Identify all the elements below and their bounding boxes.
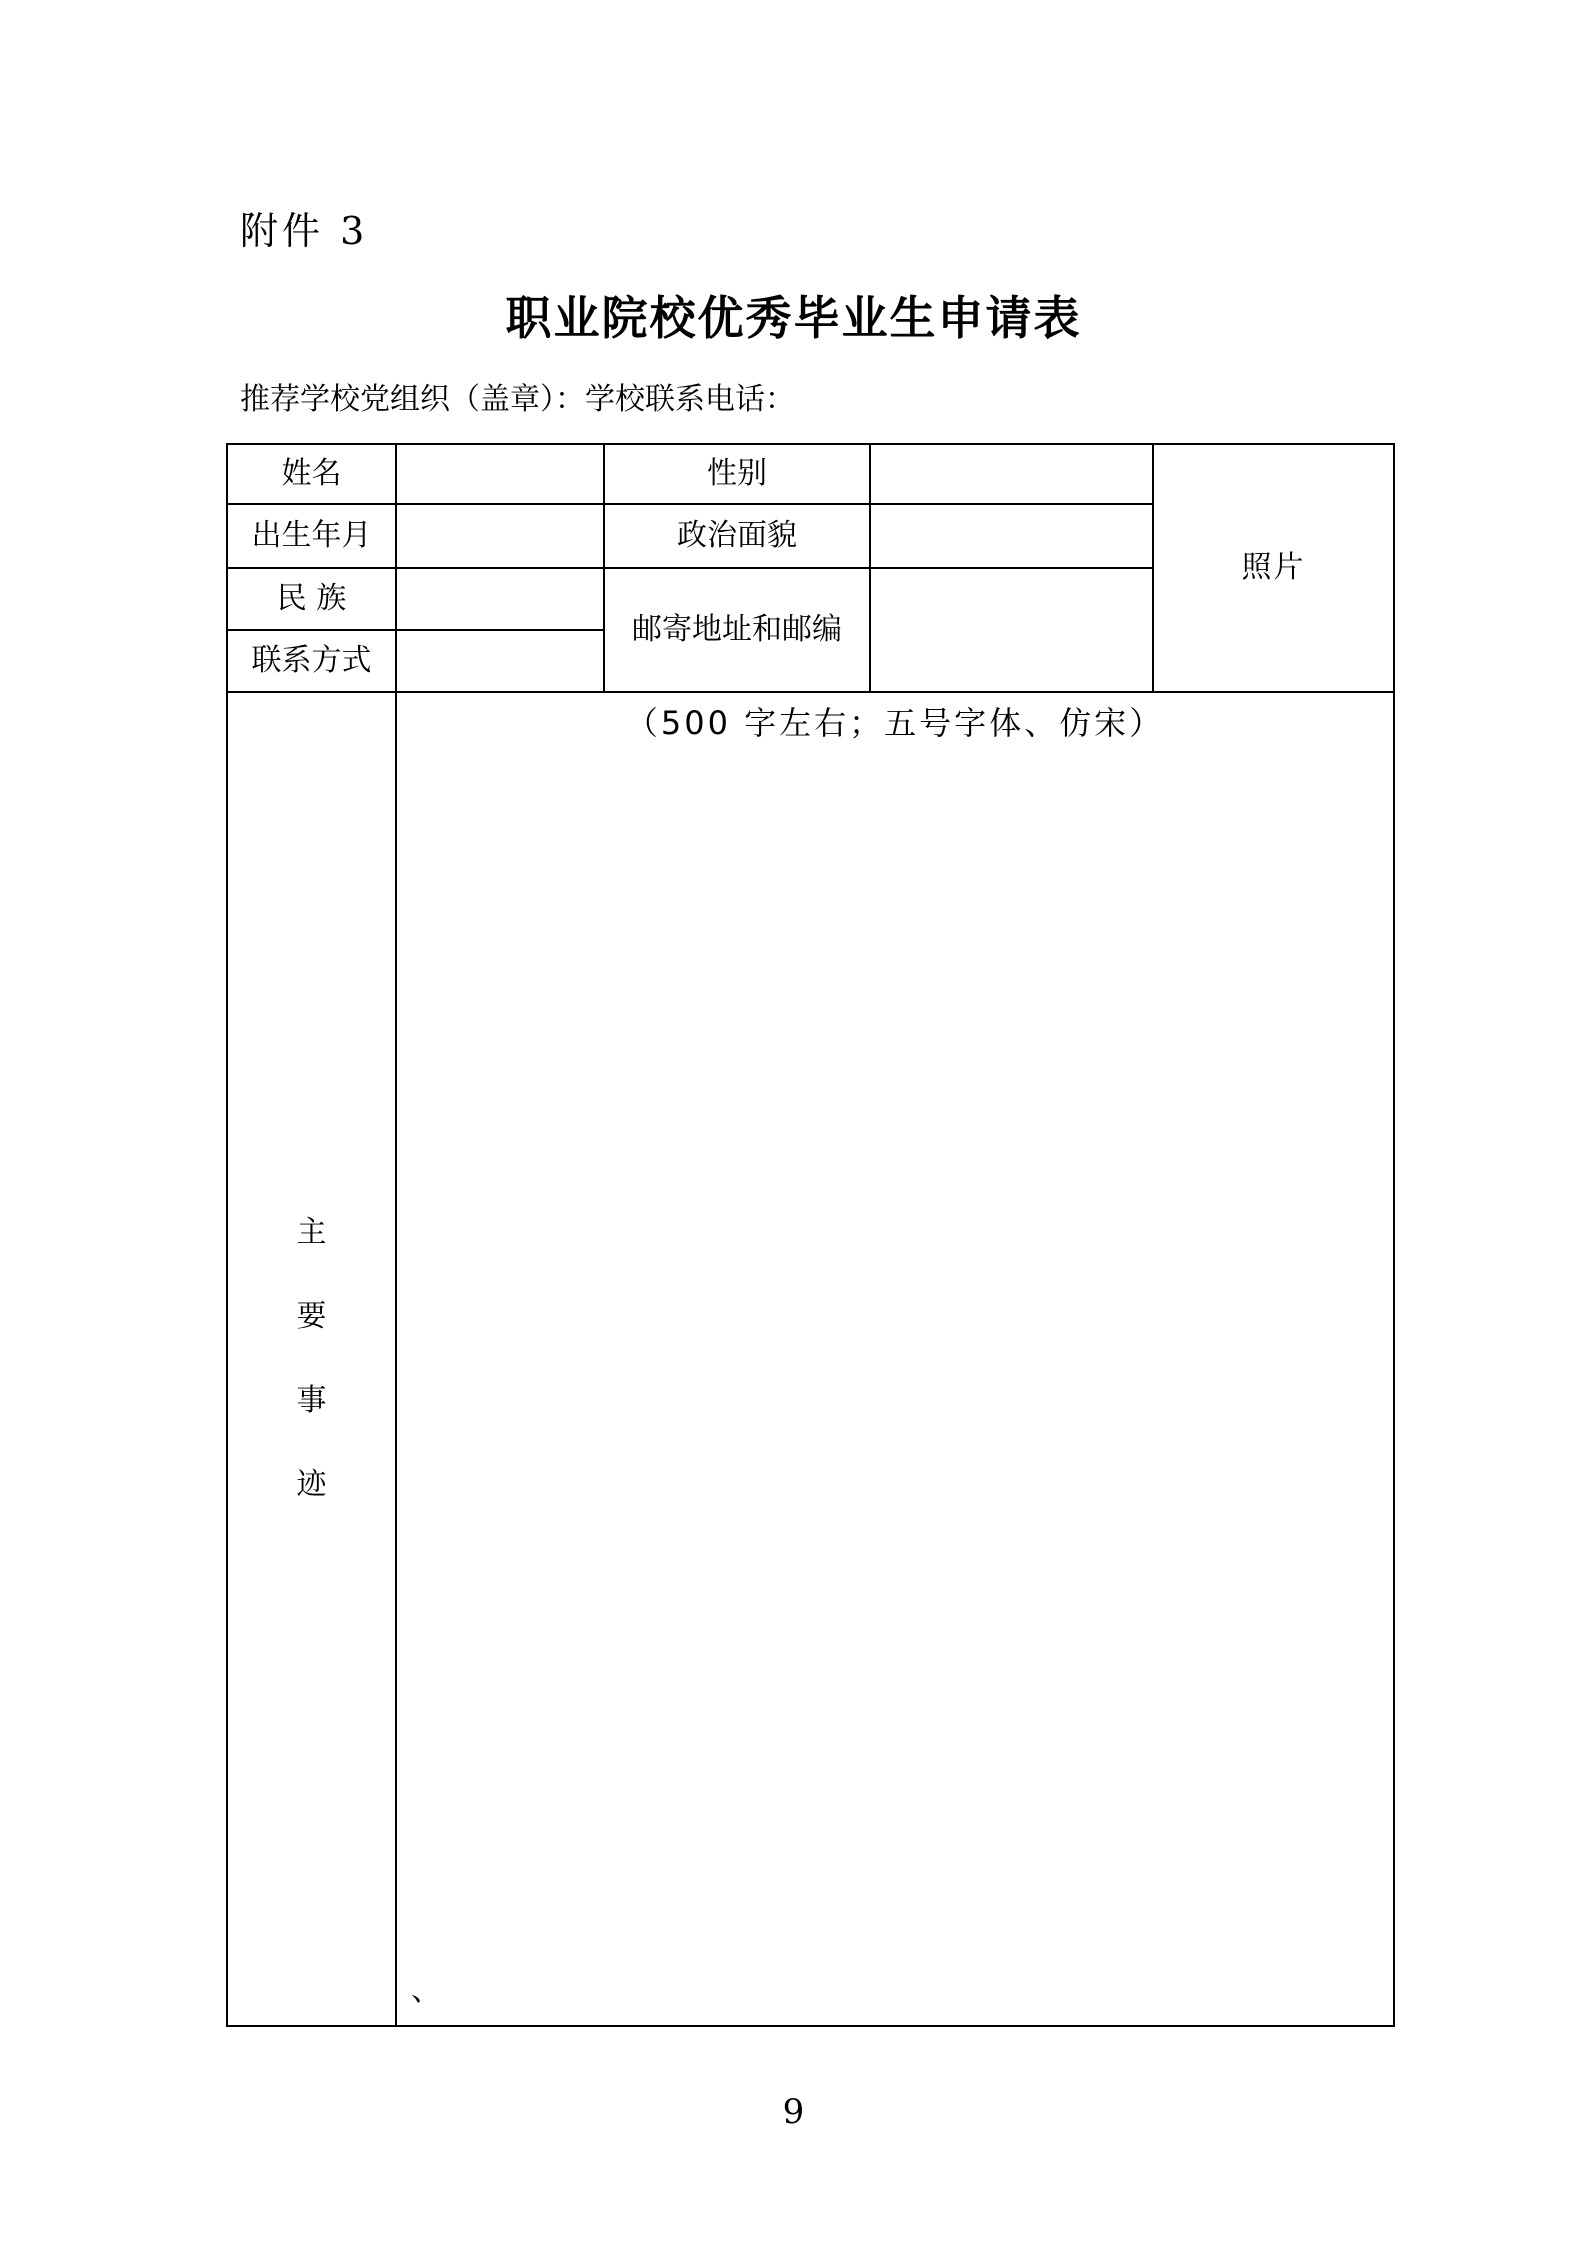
deeds-label-char: 迹 <box>296 1467 327 1502</box>
name-field[interactable] <box>396 444 604 504</box>
birth-field[interactable] <box>396 504 604 568</box>
contact-field[interactable] <box>396 630 604 692</box>
deeds-content-field[interactable] <box>396 692 1394 2026</box>
address-field[interactable] <box>870 568 1153 692</box>
name-label: 姓名 <box>227 444 396 504</box>
gender-field[interactable] <box>870 444 1153 504</box>
deeds-hint: （500 字左右；五号字体、仿宋） <box>625 704 1165 742</box>
address-label: 邮寄地址和邮编 <box>604 568 870 692</box>
photo-label: 照片 <box>1241 550 1306 585</box>
deeds-label-char: 主 <box>296 1215 327 1250</box>
political-label: 政治面貌 <box>604 504 870 568</box>
form-row-deeds <box>227 692 1394 2026</box>
birth-label: 出生年月 <box>227 504 396 568</box>
gender-label: 性别 <box>604 444 870 504</box>
deeds-label-char: 要 <box>296 1299 327 1334</box>
ethnicity-label: 民 族 <box>227 568 396 630</box>
form-title: 职业院校优秀毕业生申请表 <box>505 291 1082 345</box>
political-field[interactable] <box>870 504 1153 568</box>
recommend-line: 推荐学校党组织（盖章）：学校联系电话： <box>240 382 795 417</box>
deeds-label-char: 事 <box>296 1383 327 1418</box>
deeds-mark: 、 <box>411 1973 441 2008</box>
attachment-label: 附件 3 <box>240 209 369 253</box>
contact-label: 联系方式 <box>227 630 396 692</box>
application-form-table <box>226 443 1395 2027</box>
page-number: 9 <box>782 2092 805 2132</box>
deeds-label <box>227 692 396 2026</box>
ethnicity-field[interactable] <box>396 568 604 630</box>
photo-cell[interactable] <box>1153 444 1394 692</box>
form-row-name <box>227 444 1394 504</box>
